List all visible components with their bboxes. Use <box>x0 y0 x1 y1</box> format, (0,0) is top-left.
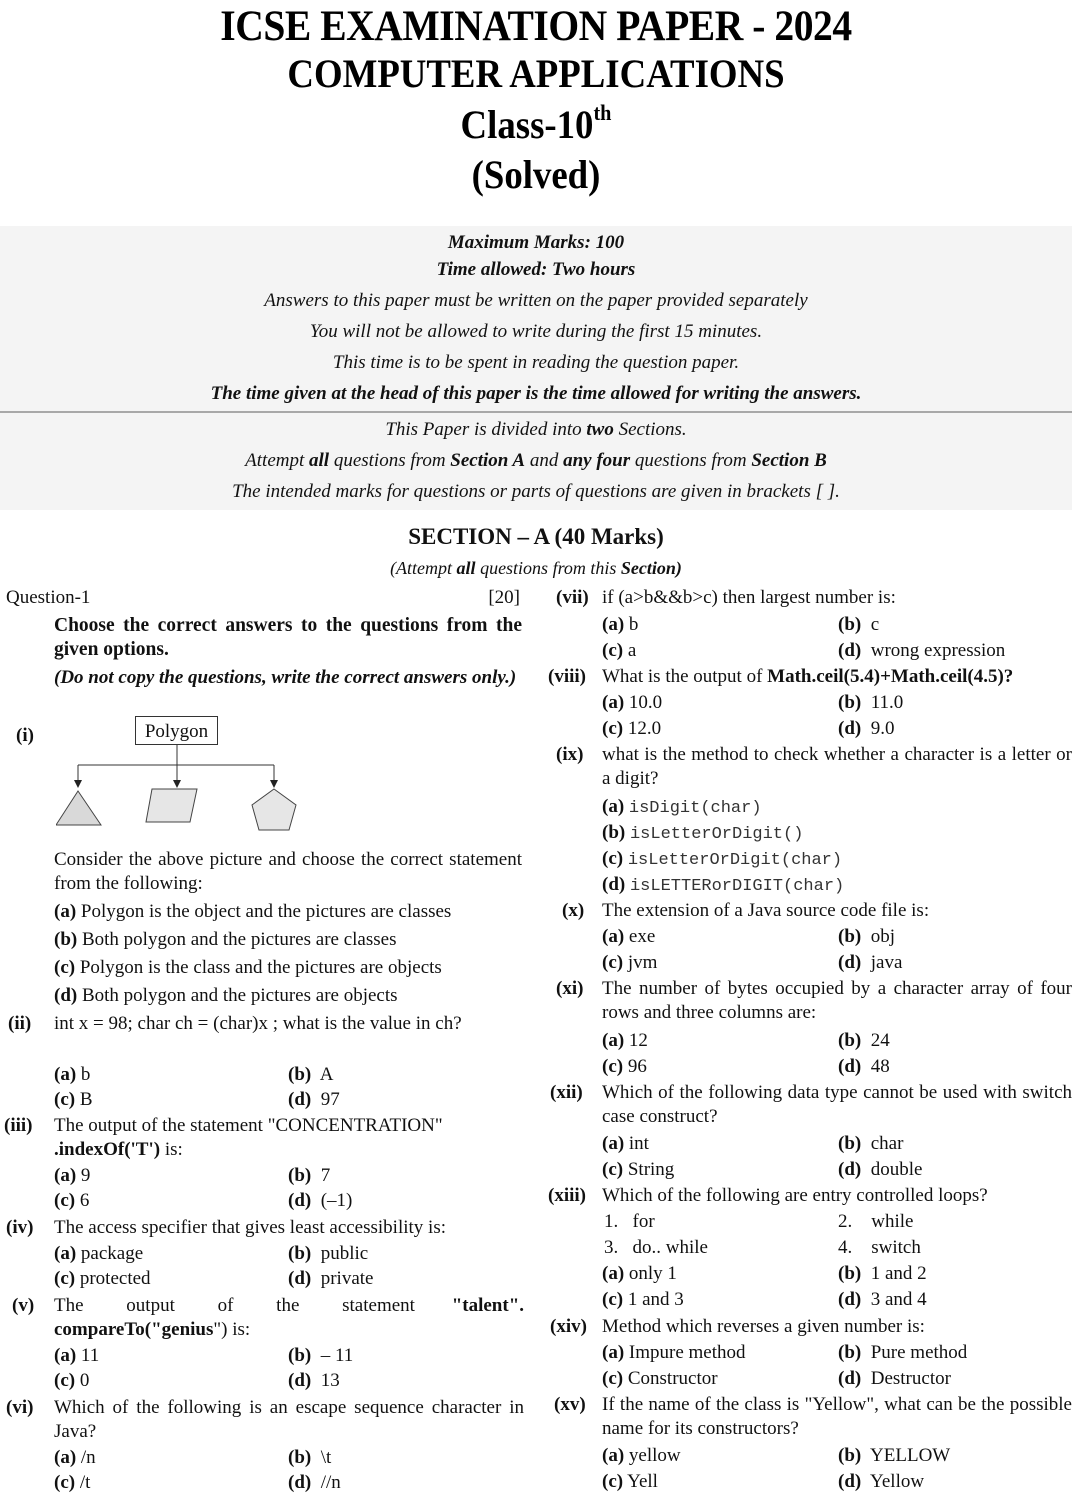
option-xiii-d[interactable] <box>838 1288 927 1312</box>
polygon-class-diagram <box>56 714 316 842</box>
option-iv-d[interactable] <box>288 1267 374 1291</box>
option-text: 7 <box>320 1165 331 1186</box>
option-vii-a[interactable] <box>602 613 638 637</box>
loop-item-3 <box>604 1236 708 1260</box>
option-ix-a[interactable] <box>602 795 762 821</box>
option-xii-d[interactable] <box>838 1158 922 1182</box>
option-text: 6 <box>79 1190 90 1211</box>
option-text: jvm <box>627 952 658 973</box>
option-viii-d[interactable] <box>838 717 894 741</box>
option-text: 12.0 <box>627 718 662 739</box>
option-xii-a[interactable] <box>602 1132 649 1156</box>
question-number: (ix) <box>556 744 584 765</box>
option-label: (b) <box>838 1342 862 1363</box>
option-iii-c[interactable] <box>54 1189 89 1213</box>
option-iii-d[interactable] <box>288 1189 352 1213</box>
polygon-label: Polygon <box>144 721 209 742</box>
question-number: (viii) <box>548 666 586 687</box>
question-number: (i) <box>16 725 34 746</box>
option-text: /n <box>80 1447 96 1468</box>
option-ii-c[interactable] <box>54 1088 93 1112</box>
option-text: Impure method <box>628 1342 746 1363</box>
option-xi-c[interactable] <box>602 1055 647 1079</box>
option-xiii-b[interactable] <box>838 1262 927 1286</box>
option-vi-d[interactable] <box>288 1471 341 1495</box>
text-span: two <box>586 419 614 440</box>
class-text: Class-10 <box>460 102 594 147</box>
text-span: Attempt <box>245 450 310 471</box>
option-label: (a) <box>54 1345 77 1366</box>
option-xii-c[interactable] <box>602 1158 674 1182</box>
option-label: (b) <box>838 1445 862 1466</box>
text-span: Sections. <box>613 419 687 440</box>
loop-item-2 <box>838 1210 913 1234</box>
question-iii-text <box>54 1114 524 1162</box>
item-text: while <box>871 1211 914 1232</box>
option-label: (c) <box>54 957 76 978</box>
question-number: (x) <box>562 900 585 921</box>
question-xi-text: The number of bytes occupied by a character array of four rows and three columns are: <box>602 978 1072 1023</box>
question-number: (v) <box>12 1295 35 1316</box>
option-label: (a) <box>602 614 625 635</box>
question-xiv-text: Method which reverses a given number is: <box>602 1316 925 1337</box>
option-label: (a) <box>602 1133 625 1154</box>
option-text: public <box>320 1243 369 1264</box>
option-text: isLetterOrDigit() <box>629 825 804 844</box>
text-span: Math.ceil(5.4)+Math.ceil(4.5)? <box>767 666 1014 687</box>
option-text: b <box>80 1064 91 1085</box>
option-xiii-a[interactable] <box>602 1262 677 1286</box>
option-text: YELLOW <box>870 1445 951 1466</box>
option-text: private <box>320 1268 374 1289</box>
option-text: isLetterOrDigit(char) <box>627 851 843 870</box>
option-iii-a[interactable] <box>54 1164 90 1188</box>
option-label: (d) <box>838 1056 862 1077</box>
text-span: .indexOf('T') <box>54 1139 161 1160</box>
option-text: b <box>628 614 639 635</box>
option-text: (–1) <box>320 1190 353 1211</box>
option-i-d[interactable] <box>54 984 398 1008</box>
text-span: questions from <box>329 450 451 471</box>
option-x-d[interactable] <box>838 951 902 975</box>
option-xi-d[interactable] <box>838 1055 890 1079</box>
option-label: (c) <box>602 1368 624 1389</box>
option-xv-b[interactable] <box>838 1444 950 1468</box>
option-text: 9 <box>80 1165 91 1186</box>
option-label: (d) <box>288 1370 312 1391</box>
option-text: Yell <box>627 1471 658 1492</box>
option-vii-b[interactable] <box>838 613 879 637</box>
option-xv-a[interactable] <box>602 1444 681 1468</box>
option-label: (b) <box>838 614 862 635</box>
option-label: (d) <box>838 718 862 739</box>
question-number: (ii) <box>8 1013 32 1034</box>
instruction-line-7: The intended marks for questions or parts of questions are given in brackets [ ]. <box>232 481 840 502</box>
option-text: 11.0 <box>870 692 904 713</box>
option-ii-a[interactable] <box>54 1063 90 1087</box>
question-number: (xi) <box>556 978 584 999</box>
option-ix-b[interactable] <box>602 821 803 847</box>
option-label: (b) <box>288 1447 312 1468</box>
option-label: (b) <box>838 926 862 947</box>
item-text: switch <box>871 1237 921 1258</box>
option-label: (b) <box>288 1243 312 1264</box>
option-label: (d) <box>838 1289 862 1310</box>
time-allowed: Time allowed: Two hours <box>436 259 636 280</box>
text-span: Section A <box>450 450 526 471</box>
question-ix-text: what is the method to check whether a character is a letter or a digit? <box>602 744 1072 789</box>
option-text: 11 <box>80 1345 100 1366</box>
option-label: (a) <box>54 1447 77 1468</box>
option-label: (c) <box>54 1089 76 1110</box>
question-1-instruction: Choose the correct answers to the questions from the given options. <box>54 615 522 660</box>
option-text: wrong expression <box>870 640 1006 661</box>
option-text: Pure method <box>870 1342 968 1363</box>
option-text: package <box>80 1243 144 1264</box>
option-label: (c) <box>54 1190 76 1211</box>
option-text: 12 <box>628 1030 648 1051</box>
option-ix-d[interactable] <box>602 873 844 899</box>
class-title <box>43 100 1029 148</box>
option-label: (c) <box>602 952 624 973</box>
text-span: any four <box>563 450 631 471</box>
option-text: char <box>870 1133 904 1154</box>
question-xiii-text: Which of the following are entry controlled loops? <box>602 1185 988 1206</box>
class-superscript: th <box>593 100 612 125</box>
text-span: (Attempt <box>390 558 457 578</box>
text-span: ") is: <box>213 1319 251 1340</box>
option-xiv-b[interactable] <box>838 1341 967 1365</box>
option-text: 48 <box>870 1056 890 1077</box>
question-xv-text: If the name of the class is "Yellow", what can be the possible name for its constructors? <box>602 1394 1072 1439</box>
option-label: (b) <box>288 1064 312 1085</box>
loop-item-4 <box>838 1236 921 1260</box>
option-label: (c) <box>602 848 624 869</box>
option-iii-b[interactable] <box>288 1164 330 1188</box>
option-v-d[interactable] <box>288 1369 340 1393</box>
question-v-text <box>54 1294 524 1342</box>
option-viii-a[interactable] <box>602 691 662 715</box>
option-label: (c) <box>602 1159 624 1180</box>
option-label: (d) <box>54 985 78 1006</box>
question-1-note: (Do not copy the questions, write the correct answers only.) <box>54 667 517 688</box>
option-text: A <box>319 1064 334 1085</box>
option-v-a[interactable] <box>54 1344 99 1368</box>
option-x-c[interactable] <box>602 951 657 975</box>
question-x-text: The extension of a Java source code file is: <box>602 900 930 921</box>
option-vi-c[interactable] <box>54 1471 90 1495</box>
option-label: (a) <box>602 1445 625 1466</box>
option-iv-a[interactable] <box>54 1242 143 1266</box>
option-label: (b) <box>838 692 862 713</box>
option-text: Polygon is the class and the pictures are objects <box>79 957 442 978</box>
question-ii-text: int x = 98; char ch = (char)x ; what is the value in ch? <box>54 1013 462 1034</box>
option-label: (a) <box>602 692 625 713</box>
option-i-b[interactable] <box>54 928 396 952</box>
loop-item-1 <box>604 1210 655 1234</box>
option-label: (c) <box>54 1370 76 1391</box>
option-xiii-c[interactable] <box>602 1288 684 1312</box>
option-text: obj <box>870 926 896 947</box>
option-text: yellow <box>628 1445 681 1466</box>
option-label: (b) <box>838 1030 862 1051</box>
option-label: (b) <box>288 1345 312 1366</box>
option-text: protected <box>79 1268 151 1289</box>
option-ix-c[interactable] <box>602 847 842 873</box>
option-label: (a) <box>602 1030 625 1051</box>
option-text: B <box>79 1089 93 1110</box>
option-xiv-a[interactable] <box>602 1341 746 1365</box>
text-span: all <box>456 558 476 578</box>
option-text: exe <box>628 926 656 947</box>
question-viii-text <box>602 665 1072 689</box>
option-label: (c) <box>602 1056 624 1077</box>
question-1-marks: [20] <box>488 587 520 608</box>
item-number: 2. <box>838 1211 853 1232</box>
question-xii-text: Which of the following data type cannot be used with switch case construct? <box>602 1082 1072 1127</box>
option-label: (a) <box>54 1064 77 1085</box>
option-label: (a) <box>54 1243 77 1264</box>
option-viii-b[interactable] <box>838 691 903 715</box>
question-number: (iii) <box>4 1115 33 1136</box>
text-span: What is the output of <box>602 666 768 687</box>
option-ii-d[interactable] <box>288 1088 340 1112</box>
text-span: Section) <box>620 558 682 578</box>
option-text: java <box>870 952 903 973</box>
instruction-line-2: You will not be allowed to write during the first 15 minutes. <box>309 321 763 342</box>
option-text: 10.0 <box>628 692 663 713</box>
question-number: (xv) <box>554 1394 586 1415</box>
option-label: (d) <box>838 1471 862 1492</box>
instruction-line-6 <box>0 450 1072 472</box>
text-span: genius <box>161 1319 214 1340</box>
text-span: The output of the statement "CONCENTRATION" <box>54 1115 443 1136</box>
option-label: (c) <box>54 1472 76 1493</box>
option-xiv-c[interactable] <box>602 1367 718 1391</box>
item-text: do.. while <box>632 1237 708 1258</box>
option-label: (d) <box>838 1368 862 1389</box>
option-text: c <box>870 614 880 635</box>
option-vii-c[interactable] <box>602 639 636 663</box>
question-i-text: Consider the above picture and choose the correct statement from the following: <box>54 849 522 894</box>
option-label: (c) <box>602 718 624 739</box>
option-label: (d) <box>288 1472 312 1493</box>
text-span: This Paper is divided into <box>385 419 587 440</box>
option-text: double <box>870 1159 923 1180</box>
text-span: is: <box>160 1139 183 1160</box>
instruction-line-5 <box>0 419 1072 441</box>
option-iv-c[interactable] <box>54 1267 151 1291</box>
subject-title: COMPUTER APPLICATIONS <box>287 51 785 96</box>
option-text: 0 <box>79 1370 90 1391</box>
option-ii-b[interactable] <box>288 1063 333 1087</box>
instruction-line-1: Answers to this paper must be written on the paper provided separately <box>264 290 808 311</box>
option-label: (b) <box>288 1165 312 1186</box>
option-text: isLETTERorDIGIT(char) <box>629 877 845 896</box>
question-number: (vi) <box>6 1397 34 1418</box>
option-label: (d) <box>288 1089 312 1110</box>
option-text: Both polygon and the pictures are objects <box>81 985 398 1006</box>
option-label: (a) <box>602 1263 625 1284</box>
question-vi-text: Which of the following is an escape sequence character in Java? <box>54 1397 524 1442</box>
option-text: Constructor <box>627 1368 718 1389</box>
option-label: (d) <box>602 874 626 895</box>
option-xi-a[interactable] <box>602 1029 648 1053</box>
question-iv-text: The access specifier that gives least accessibility is: <box>54 1217 446 1238</box>
option-label: (b) <box>838 1133 862 1154</box>
option-x-b[interactable] <box>838 925 895 949</box>
max-marks: Maximum Marks: 100 <box>447 232 625 253</box>
option-xi-b[interactable] <box>838 1029 890 1053</box>
option-label: (a) <box>54 901 77 922</box>
option-label: (c) <box>602 1471 624 1492</box>
section-title: SECTION – A (40 Marks) <box>408 524 664 549</box>
text-span: "talent". <box>451 1295 524 1316</box>
option-text: int <box>628 1133 649 1154</box>
option-label: (a) <box>602 796 625 817</box>
item-number: 4. <box>838 1237 853 1258</box>
question-number: (iv) <box>6 1217 34 1238</box>
text-span: The output of the statement <box>54 1295 415 1316</box>
item-number: 1. <box>604 1211 619 1232</box>
option-text: 1 and 2 <box>870 1263 927 1284</box>
question-vii-text: if (a>b&&b>c) then largest number is: <box>602 587 896 608</box>
option-vii-d[interactable] <box>838 639 1005 663</box>
text-span: questions from <box>630 450 752 471</box>
option-text: //n <box>320 1472 341 1493</box>
item-text: for <box>632 1211 655 1232</box>
option-label: (d) <box>288 1268 312 1289</box>
option-text: Polygon is the object and the pictures are classes <box>80 901 452 922</box>
option-label: (a) <box>602 926 625 947</box>
option-xii-b[interactable] <box>838 1132 903 1156</box>
option-label: (c) <box>54 1268 76 1289</box>
option-label: (b) <box>838 1263 862 1284</box>
option-text: 96 <box>627 1056 647 1077</box>
option-vi-a[interactable] <box>54 1446 96 1470</box>
option-v-c[interactable] <box>54 1369 89 1393</box>
option-text: only 1 <box>628 1263 677 1284</box>
exam-title: ICSE EXAMINATION PAPER - 2024 <box>220 3 852 50</box>
option-x-a[interactable] <box>602 925 655 949</box>
text-span: all <box>309 450 330 471</box>
question-number: (xii) <box>550 1082 583 1103</box>
option-v-b[interactable] <box>288 1344 353 1368</box>
option-text: Both polygon and the pictures are classes <box>81 929 397 950</box>
option-text: isDigit(char) <box>628 799 762 818</box>
text-span: questions from this <box>475 558 621 578</box>
question-1-label: Question-1 <box>6 587 91 608</box>
option-text: 3 and 4 <box>870 1289 927 1310</box>
option-text: 24 <box>870 1030 890 1051</box>
option-i-a[interactable] <box>54 900 451 924</box>
instructions-box <box>0 226 1072 510</box>
option-text: \t <box>320 1447 332 1468</box>
question-number: (xiv) <box>550 1316 587 1337</box>
option-xv-d[interactable] <box>838 1470 924 1494</box>
option-label: (d) <box>838 952 862 973</box>
option-vi-b[interactable] <box>288 1446 331 1470</box>
section-subtitle <box>0 558 1072 579</box>
item-number: 3. <box>604 1237 619 1258</box>
text-span: and <box>525 450 564 471</box>
option-i-c[interactable] <box>54 956 442 980</box>
option-text: – 11 <box>320 1345 354 1366</box>
option-text: 97 <box>320 1089 340 1110</box>
option-label: (d) <box>838 640 862 661</box>
option-iv-b[interactable] <box>288 1242 368 1266</box>
option-text: String <box>627 1159 675 1180</box>
text-span: Section B <box>751 450 827 471</box>
instruction-line-3: This time is to be spent in reading the question paper. <box>332 352 740 373</box>
option-text: 1 and 3 <box>627 1289 684 1310</box>
option-label: (d) <box>288 1190 312 1211</box>
instructions-divider <box>0 411 1072 413</box>
option-label: (a) <box>54 1165 77 1186</box>
polygon-hierarchy-diagram-icon <box>56 714 316 844</box>
option-text: /t <box>79 1472 91 1493</box>
option-text: 9.0 <box>870 718 895 739</box>
option-label: (c) <box>602 1289 624 1310</box>
solved-label: (Solved) <box>471 152 601 197</box>
instruction-line-4: The time given at the head of this paper is the time allowed for writing the answers. <box>210 383 862 404</box>
option-xiv-d[interactable] <box>838 1367 951 1391</box>
option-xv-c[interactable] <box>602 1470 658 1494</box>
option-text: a <box>627 640 637 661</box>
option-label: (d) <box>838 1159 862 1180</box>
text-span: compareTo(" <box>54 1319 162 1340</box>
option-viii-c[interactable] <box>602 717 661 741</box>
option-text: 13 <box>320 1370 340 1391</box>
option-text: Destructor <box>870 1368 951 1389</box>
question-number: (xiii) <box>548 1185 586 1206</box>
option-label: (c) <box>602 640 624 661</box>
question-number: (vii) <box>556 587 589 608</box>
option-text: Yellow <box>870 1471 925 1492</box>
option-label: (a) <box>602 1342 625 1363</box>
option-label: (b) <box>54 929 78 950</box>
option-label: (b) <box>602 822 626 843</box>
